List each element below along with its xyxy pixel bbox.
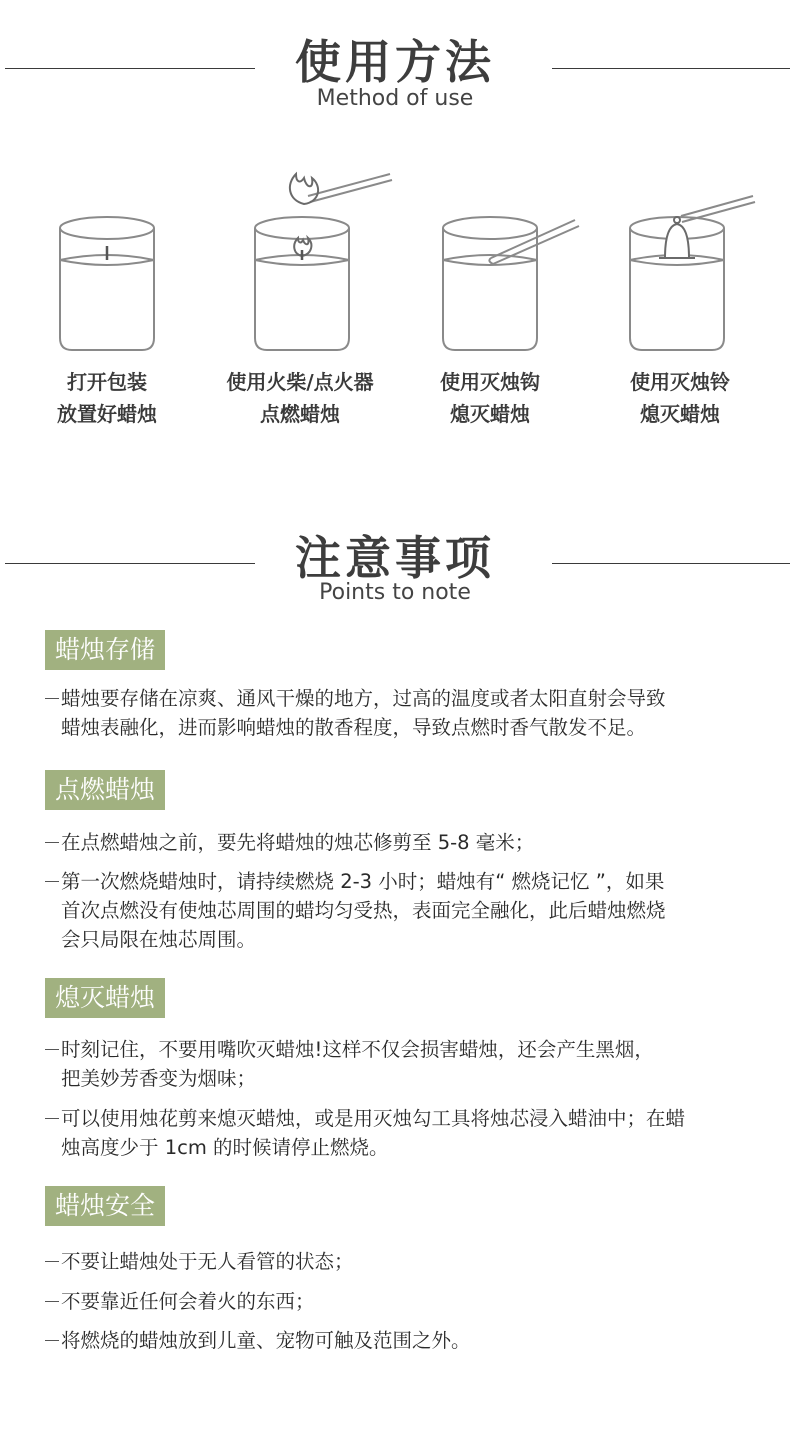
note-item: 将燃烧的蜡烛放到儿童、宠物可触及范围之外。: [45, 1326, 790, 1355]
tag-candle-safety: 蜡烛安全: [45, 1186, 165, 1226]
usage-steps: [0, 160, 790, 450]
note-item: 时刻记住，不要用嘴吹灭蜡烛!这样不仅会损害蜡烛，还会产生黑烟， 把美妙芳香变为烟味；: [45, 1035, 790, 1093]
candle-jar-icon: [12, 160, 202, 360]
bullet-dash: [45, 842, 59, 843]
note-item: 在点燃蜡烛之前，要先将蜡烛的烛芯修剪至 5-8 毫米；: [45, 828, 790, 857]
section-title-en: Method of use: [316, 86, 474, 111]
note-item: 不要让蜡烛处于无人看管的状态；: [45, 1247, 790, 1276]
candle-hook-icon: [395, 160, 590, 360]
bullet-dash: [45, 1340, 59, 1341]
bullet-dash: [45, 1118, 59, 1119]
method-of-use-header: [0, 22, 790, 122]
tag-candle-storage: 蜡烛存储: [45, 630, 165, 670]
candle-snuffer-bell-icon: [585, 160, 785, 360]
step-caption: 打开包装 放置好蜡烛: [57, 370, 157, 426]
step-caption: 使用灭烛铃 熄灭蜡烛: [630, 370, 730, 426]
bullet-dash: [45, 1261, 59, 1262]
step-caption: 使用灭烛钩 熄灭蜡烛: [440, 370, 540, 426]
note-item: 可以使用烛花剪来熄灭蜡烛，或是用灭烛勾工具将烛芯浸入蜡油中；在蜡 烛高度少于 1cm 的时候请停止燃烧。: [45, 1104, 790, 1162]
bullet-dash: [45, 881, 59, 882]
section-title-en: Points to note: [319, 580, 471, 605]
tag-extinguish-candle: 熄灭蜡烛: [45, 978, 165, 1018]
section-title-zh: 注意事项: [295, 531, 495, 585]
lit-candle-match-icon: [200, 160, 400, 360]
bullet-dash: [45, 1301, 59, 1302]
note-item: 蜡烛要存储在凉爽、通风干燥的地方，过高的温度或者太阳直射会导致 蜡烛表融化，进而影响蜡烛的散香程度，导致点燃时香气散发不足。: [45, 684, 790, 742]
tag-light-candle: 点燃蜡烛: [45, 770, 165, 810]
note-item: 不要靠近任何会着火的东西；: [45, 1287, 790, 1316]
points-to-note-header: [0, 518, 790, 618]
note-item: 第一次燃烧蜡烛时，请持续燃烧 2-3 小时；蜡烛有“ 燃烧记忆 ”，如果 首次点燃没有使烛芯周围的蜡均匀受热，表面完全融化，此后蜡烛燃烧 会只局限在烛芯周围。: [45, 867, 790, 954]
step-caption: 使用火柴/点火器 点燃蜡烛: [226, 370, 374, 426]
section-title-zh: 使用方法: [295, 35, 495, 89]
bullet-dash: [45, 1049, 59, 1050]
bullet-dash: [45, 698, 59, 699]
